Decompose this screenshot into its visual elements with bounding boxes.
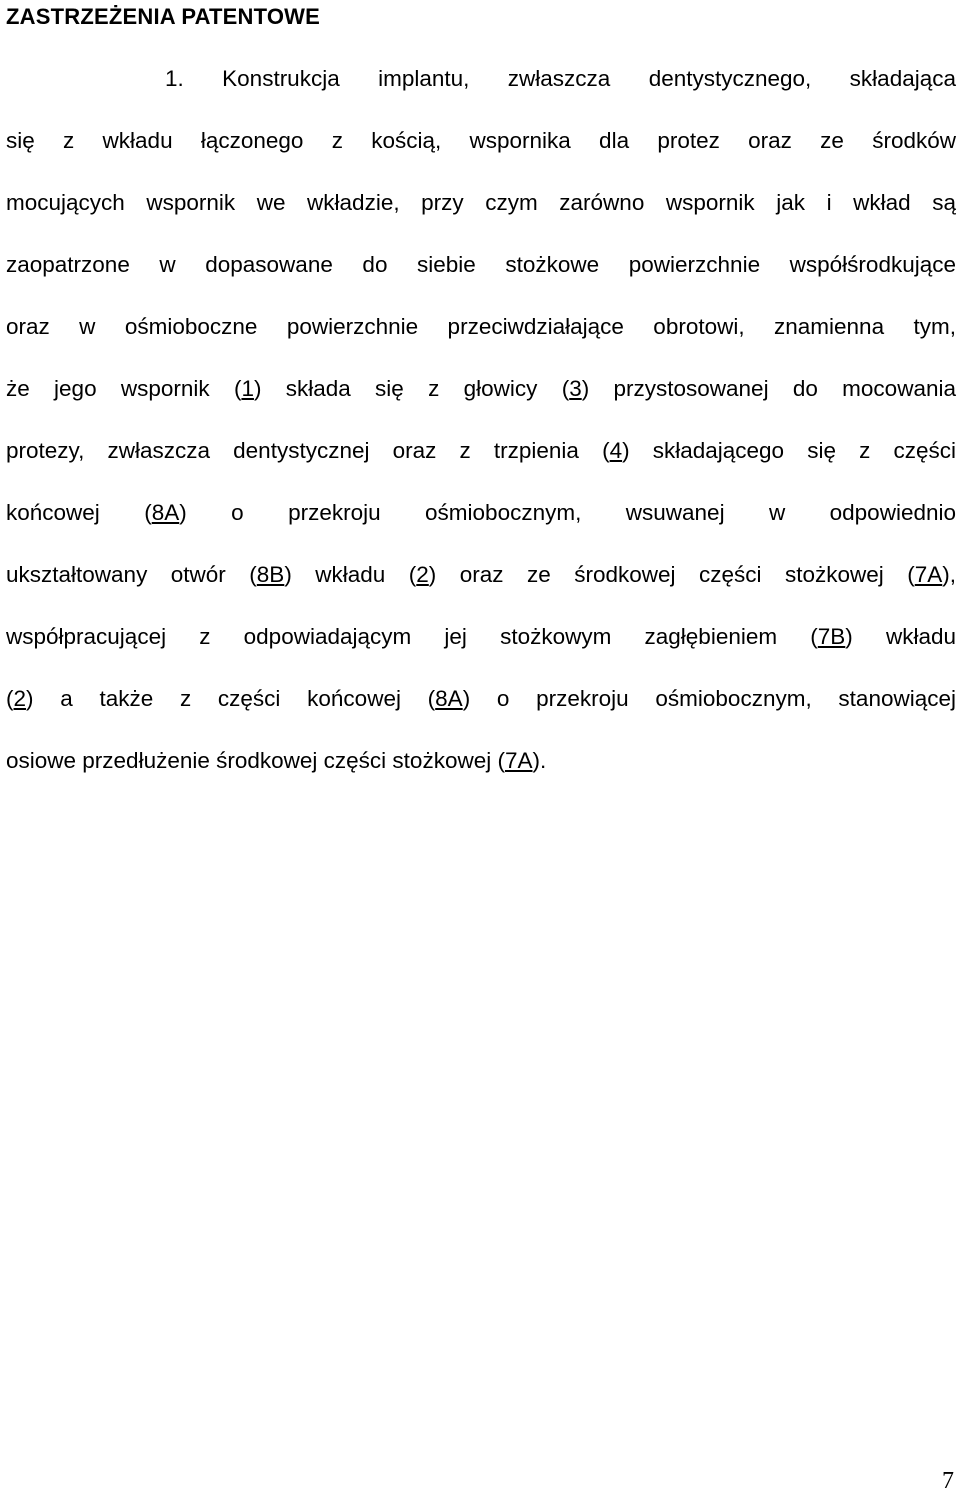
claim-line-11: [6, 682, 956, 716]
reference-numeral: 4: [609, 438, 623, 463]
claim-text: ) przystosowanej do mocowania: [581, 376, 956, 401]
claim-line-4: zaopatrzone w dopasowane do siebie stożkowe powierzchnie współśrodkujące: [6, 252, 956, 277]
claim-line-6: [6, 372, 956, 406]
document-heading: ZASTRZEŻENIA PATENTOWE: [6, 4, 321, 29]
page-number: 7: [942, 1468, 954, 1494]
reference-numeral: 8A: [151, 500, 180, 525]
reference-numeral: 1: [241, 376, 254, 401]
claim-text: (: [6, 686, 14, 711]
claim-text: współpracującej z odpowiadającym jej stożkowym zagłębieniem (: [6, 624, 818, 649]
claim-text: ) a także z części końcowej (: [26, 686, 436, 711]
claim-line-9: [6, 558, 956, 592]
reference-numeral: 2: [416, 562, 429, 587]
claim-text: ) oraz ze środkowej części stożkowej (: [428, 562, 915, 587]
claim-text: ) o przekroju ośmiobocznym, wsuwanej w odpowiednio: [179, 500, 956, 525]
claim-line-12: [6, 744, 546, 778]
claim-text: ukształtowany otwór (: [6, 562, 257, 587]
claim-text: ) o przekroju ośmiobocznym, stanowiącej: [462, 686, 956, 711]
claim-text: końcowej (: [6, 500, 152, 525]
claim-text: ) składa się z głowicy (: [253, 376, 570, 401]
claim-line-3: mocujących wspornik we wkładzie, przy czym zarówno wspornik jak i wkład są: [6, 190, 956, 215]
claim-text: protezy, zwłaszcza dentystycznej oraz z trzpienia (: [6, 438, 610, 463]
reference-numeral: 8B: [256, 562, 285, 587]
claim-text: ) wkładu: [845, 624, 956, 649]
claim-line-7: [6, 434, 956, 468]
claim-text: że jego wspornik (: [6, 376, 242, 401]
claim-text: ) wkładu (: [284, 562, 417, 587]
claim-line-8: [6, 496, 956, 530]
reference-numeral: 2: [13, 686, 27, 711]
reference-numeral: 8A: [435, 686, 463, 711]
reference-numeral: 7B: [817, 624, 846, 649]
claim-text: ),: [942, 562, 957, 587]
claim-line-2: się z wkładu łączonego z kością, wspornika dla protez oraz ze środków: [6, 128, 956, 153]
claim-line-10: [6, 620, 956, 654]
claim-line-5: oraz w ośmioboczne powierzchnie przeciwdziałające obrotowi, znamienna tym,: [6, 314, 956, 339]
reference-numeral: 7A: [914, 562, 943, 587]
claim-line-1: 1. Konstrukcja implantu, zwłaszcza dentystycznego, składająca: [165, 66, 956, 91]
claim-text: ).: [532, 748, 547, 773]
claim-text: ) składającego się z części: [622, 438, 956, 463]
reference-numeral: 7A: [504, 748, 533, 773]
reference-numeral: 3: [569, 376, 582, 401]
claim-text: osiowe przedłużenie środkowej części stożkowej (: [6, 748, 505, 773]
